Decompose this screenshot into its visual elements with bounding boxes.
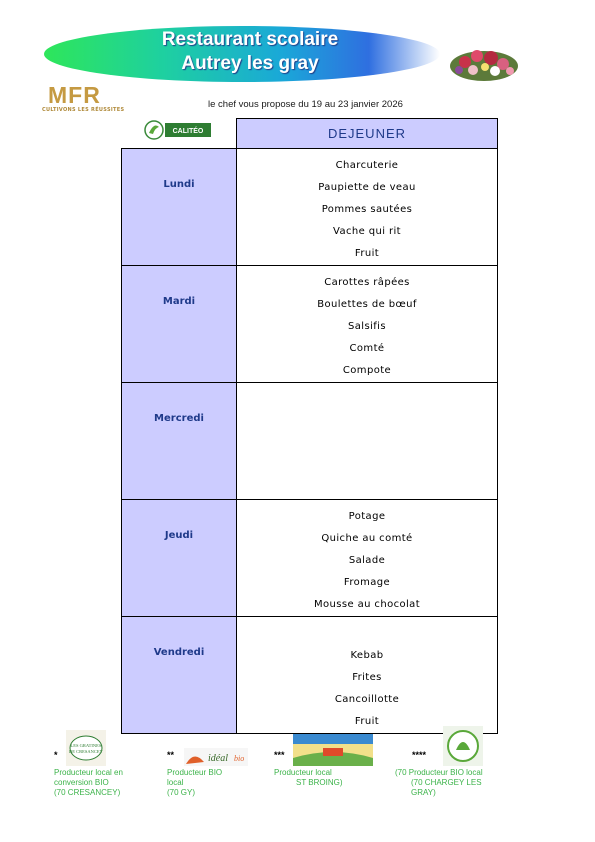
title-line-1: Restaurant scolaire bbox=[161, 29, 339, 50]
dish: Fruit bbox=[354, 716, 380, 727]
producer-description: Producteur local en conversion BIO (70 CRESANCEY) bbox=[54, 768, 123, 797]
caliteo-label: CALITÉO bbox=[172, 128, 204, 135]
dish-list bbox=[237, 500, 498, 617]
dish bbox=[237, 411, 497, 433]
mfr-logo: MFR bbox=[48, 82, 101, 108]
dish-list bbox=[237, 617, 498, 734]
producer-mark: ** bbox=[167, 750, 175, 760]
producer-mark: **** bbox=[412, 750, 427, 760]
dish-list bbox=[237, 149, 498, 266]
chargey-bio-logo bbox=[443, 726, 483, 766]
dish bbox=[237, 455, 497, 477]
producer-mark: *** bbox=[274, 750, 285, 760]
dish bbox=[237, 433, 497, 455]
dish: Salsifis bbox=[348, 321, 386, 332]
dish: Kebab bbox=[350, 650, 384, 661]
svg-text:DE CRESANCEY: DE CRESANCEY bbox=[69, 749, 103, 754]
dish bbox=[237, 477, 497, 499]
dish: Vache qui rit bbox=[332, 226, 401, 237]
day-label: Mardi bbox=[122, 266, 237, 383]
table-row bbox=[122, 500, 498, 617]
dish: Frites bbox=[352, 672, 382, 683]
dish: Paupiette de veau bbox=[318, 182, 416, 193]
table-row bbox=[122, 617, 498, 734]
svg-text:bio: bio bbox=[234, 754, 245, 763]
dish: Compote bbox=[342, 365, 392, 376]
day-label: Lundi bbox=[122, 149, 237, 266]
column-header-dejeuner: DEJEUNER bbox=[237, 119, 498, 149]
mfr-tagline: CULTIVONS LES RÉUSSITES bbox=[42, 107, 125, 113]
dish: Carottes râpées bbox=[324, 277, 410, 288]
dish: Pommes sautées bbox=[321, 204, 413, 215]
dish: Charcuterie bbox=[335, 160, 399, 171]
dish: Comté bbox=[349, 343, 385, 354]
producer-description: Producteur BIO local (70 GY) bbox=[167, 768, 223, 797]
ideal-bio-logo bbox=[184, 748, 248, 766]
dish-list bbox=[237, 383, 498, 500]
day-label: Jeudi bbox=[122, 500, 237, 617]
week-subtitle: le chef vous propose du 19 au 23 janvier 2026 bbox=[208, 99, 403, 110]
svg-text:idéal: idéal bbox=[208, 753, 228, 764]
dish bbox=[237, 623, 497, 645]
table-row bbox=[122, 266, 498, 383]
producer-description: Producteur local ST BROING) bbox=[274, 768, 343, 787]
title-line-2: Autrey les gray bbox=[181, 53, 319, 74]
dish: Salade bbox=[348, 555, 386, 566]
svg-text:LES GRATINES: LES GRATINES bbox=[70, 743, 102, 748]
table-row bbox=[122, 383, 498, 500]
day-label: Vendredi bbox=[122, 617, 237, 734]
flower-bouquet-image bbox=[447, 40, 521, 84]
dish: Fromage bbox=[343, 577, 391, 588]
page-title bbox=[120, 28, 380, 76]
dish-list bbox=[237, 266, 498, 383]
menu-table bbox=[121, 118, 498, 734]
producer-mark: * bbox=[54, 750, 58, 760]
dish: Cancoillotte bbox=[334, 694, 400, 705]
dish: Mousse au chocolat bbox=[313, 599, 421, 610]
producer-description: (70 Producteur BIO local (70 CHARGEY LES GRAY) bbox=[395, 768, 483, 797]
dish bbox=[237, 389, 497, 411]
day-label: Mercredi bbox=[122, 383, 237, 500]
table-row bbox=[122, 149, 498, 266]
cresancey-logo bbox=[66, 730, 106, 766]
caliteo-logo bbox=[143, 119, 213, 141]
dish: Quiche au comté bbox=[321, 533, 413, 544]
st-broing-logo bbox=[293, 734, 373, 766]
dish: Boulettes de bœuf bbox=[317, 299, 417, 310]
dish: Fruit bbox=[354, 248, 380, 259]
dish: Potage bbox=[348, 511, 386, 522]
